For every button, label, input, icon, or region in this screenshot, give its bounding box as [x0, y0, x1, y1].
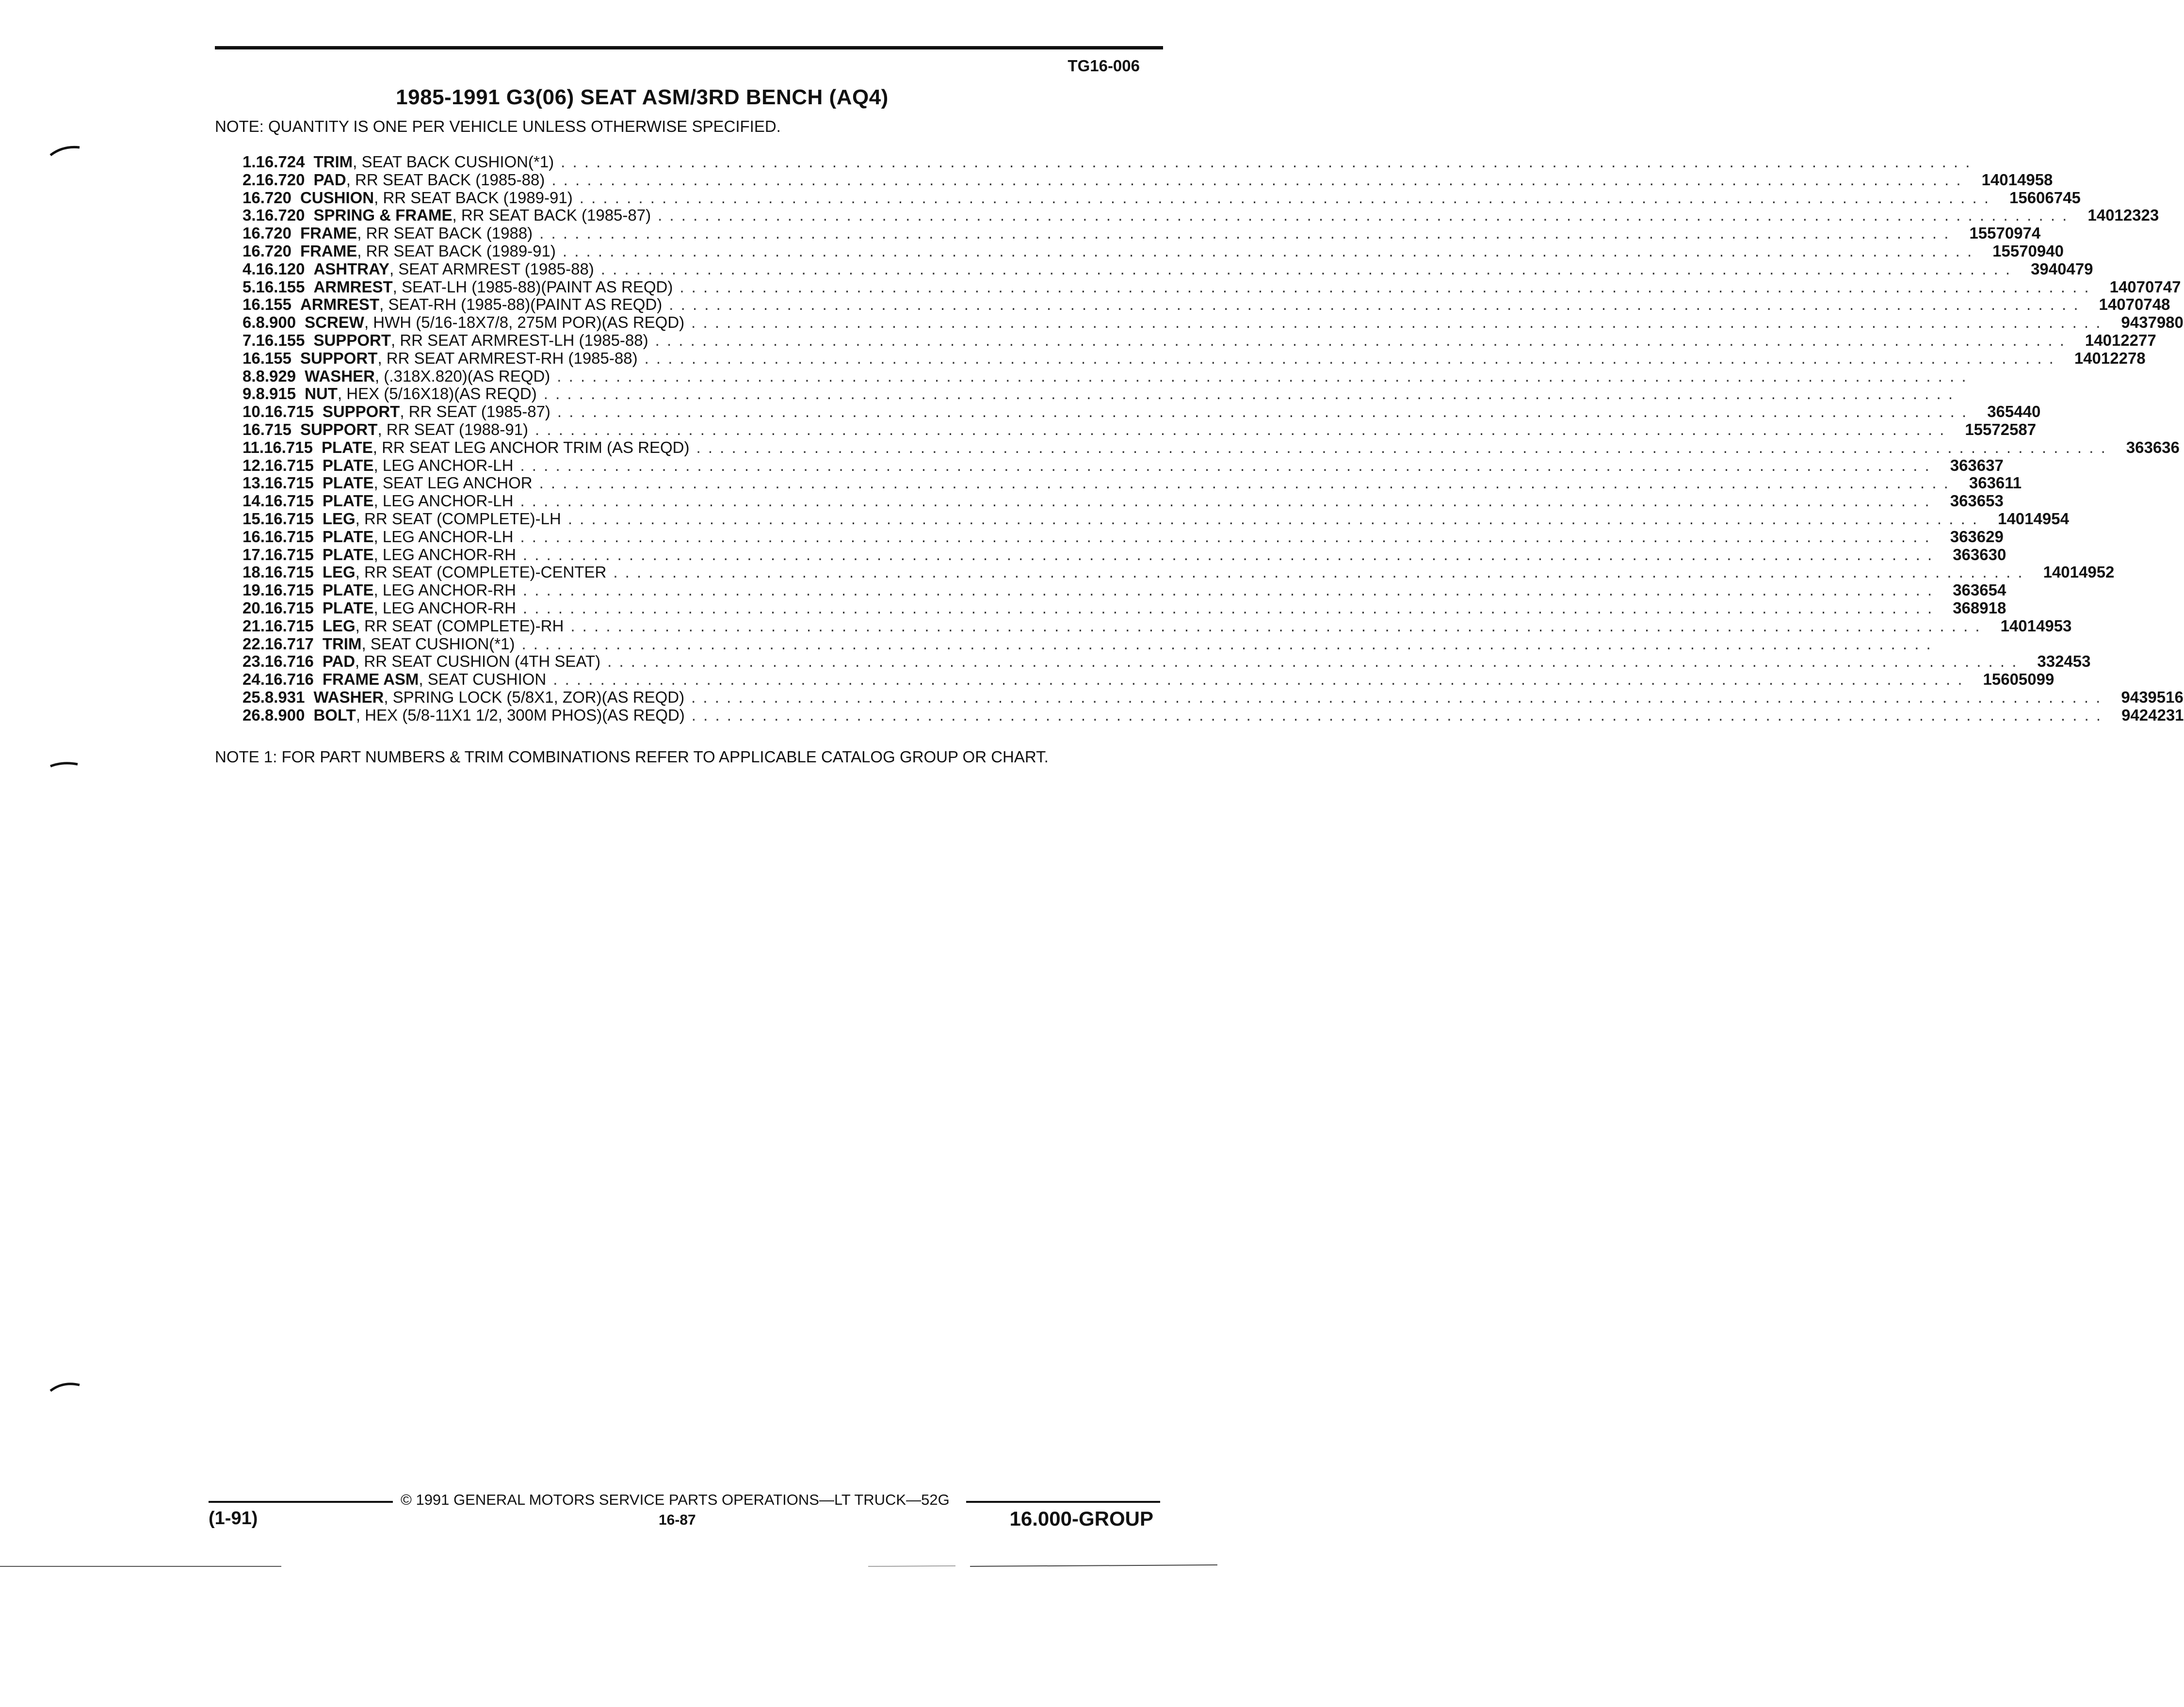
catalog-code: 16.720: [256, 206, 305, 225]
part-row: [243, 545, 2006, 564]
part-detail: , RR SEAT BACK (1985-88): [346, 170, 545, 189]
part-description: [323, 581, 1953, 599]
catalog-code: 16.724: [256, 153, 305, 171]
leader-dots: . . . . . . . . . . . . . . . . . . . . . . . . . . . . . . . . . . . . . . . . . . . . . . . . . . . . . . . . . . . . . . . . . . . . . . . . . . . . . . . . . . . . . . . . . . . . . . . . . . . . . . . . . . . . . . . . . . . . . . . .: [539, 474, 1950, 492]
part-number: 14014952: [2043, 563, 2115, 581]
item-number: 7.: [243, 331, 256, 349]
part-description: [323, 492, 1950, 510]
item-number: 12.: [243, 456, 265, 474]
catalog-code: 16.720: [256, 170, 305, 189]
part-detail: , RR SEAT BACK (1985-87): [452, 206, 651, 225]
leader-dots: . . . . . . . . . . . . . . . . . . . . . . . . . . . . . . . . . . . . . . . . . . . . . . . . . . . . . . . . . . . . . . . . . . . . . . . . . . . . . . . . . . . . . . . . . . . . . . . . . . . . . . . . . . . . . . . . . . . . . . . .: [669, 295, 2080, 314]
leader-dots: . . . . . . . . . . . . . . . . . . . . . . . . . . . . . . . . . . . . . . . . . . . . . . . . . . . . . . . . . . . . . . . . . . . . . . . . . . . . . . . . . . . . . . . . . . . . . . . . . . . . . . . . . . . . . . . . . . . . . . . .: [522, 545, 1934, 564]
part-number: 15572587: [1965, 420, 2037, 438]
catalog-code: 8.900: [264, 706, 305, 724]
part-name: PLATE: [322, 438, 373, 456]
scan-edge-line: [0, 1562, 1226, 1571]
leader-dots: . . . . . . . . . . . . . . . . . . . . . . . . . . . . . . . . . . . . . . . . . . . . . . . . . . . . . . . . . . . . . . . . . . . . . . . . . . . . . . . . . . . . . . . . . . . . . . . . . . . . . . . . . . . . . . . . . . . . . . . .: [691, 706, 2103, 724]
part-detail: , RR SEAT (1985-87): [400, 403, 550, 421]
footer-date: (1-91): [209, 1508, 258, 1529]
header-rule: [215, 46, 1163, 49]
part-number: 363653: [1950, 492, 2004, 510]
leader-dots: . . . . . . . . . . . . . . . . . . . . . . . . . . . . . . . . . . . . . . . . . . . . . . . . . . . . . . . . . . . . . . . . . . . . . . . . . . . . . . . . . . . . . . . . . . . . . . . . . . . . . . . . . . . . . . . . . . . . . . . .: [561, 153, 1972, 171]
item-number: 14.: [243, 492, 265, 510]
catalog-code: 16.715: [264, 616, 314, 635]
leader-dots: . . . . . . . . . . . . . . . . . . . . . . . . . . . . . . . . . . . . . . . . . . . . . . . . . . . . . . . . . . . . . . . . . . . . . . . . . . . . . . . . . . . . . . . . . . . . . . . . . . . . . . . . . . . . . . . . . . . . . . . .: [543, 385, 1955, 403]
part-detail: , LEG ANCHOR-LH: [373, 492, 514, 510]
part-row: [243, 385, 1955, 403]
part-description: [300, 225, 1970, 242]
item-number: 15.: [243, 509, 265, 528]
part-number: 365440: [1987, 403, 2041, 421]
part-detail: , SEAT BACK CUSHION(*1): [353, 153, 554, 171]
part-row: [243, 598, 2006, 617]
leader-dots: . . . . . . . . . . . . . . . . . . . . . . . . . . . . . . . . . . . . . . . . . . . . . . . . . . . . . . . . . . . . . . . . . . . . . . . . . . . . . . . . . . . . . . . . . . . . . . . . . . . . . . . . . . . . . . . . . . . . . . . .: [522, 598, 1934, 617]
catalog-code: 16.720: [243, 224, 291, 242]
part-description: [323, 457, 1950, 475]
leader-dots: . . . . . . . . . . . . . . . . . . . . . . . . . . . . . . . . . . . . . . . . . . . . . . . . . . . . . . . . . . . . . . . . . . . . . . . . . . . . . . . . . . . . . . . . . . . . . . . . . . . . . . . . . . . . . . . . . . . . . . . .: [567, 509, 1979, 528]
item-number: 25.: [243, 688, 265, 706]
item-number: 2.: [243, 170, 256, 189]
part-number: 14014953: [2000, 616, 2072, 635]
footnote-1: NOTE 1: FOR PART NUMBERS & TRIM COMBINATIONS REFER TO APPLICABLE CATALOG GROUP OR CHART.: [215, 748, 1049, 766]
part-description: [313, 689, 2121, 707]
part-row: [243, 188, 2081, 207]
catalog-code: 16.715: [264, 581, 314, 599]
item-number: 5.: [243, 277, 256, 296]
catalog-code: 16.715: [264, 527, 314, 546]
title-text: 1985-1991 G3(06) SEAT ASM/3RD BENCH (AQ4): [396, 85, 889, 109]
part-row: [243, 331, 2156, 350]
part-detail: , RR SEAT BACK (1989-91): [357, 242, 556, 260]
part-number: 3940479: [2031, 259, 2093, 278]
part-name: FRAME: [300, 224, 357, 242]
part-number: 15570974: [1969, 224, 2041, 242]
footer-rule-left: [209, 1501, 393, 1503]
leader-dots: . . . . . . . . . . . . . . . . . . . . . . . . . . . . . . . . . . . . . . . . . . . . . . . . . . . . . . . . . . . . . . . . . . . . . . . . . . . . . . . . . . . . . . . . . . . . . . . . . . . . . . . . . . . . . . . . . . . . . . . .: [521, 634, 1932, 653]
part-name: TRIM: [313, 153, 353, 171]
item-number: 19.: [243, 581, 265, 599]
page-title: [0, 85, 1226, 110]
catalog-code: 8.929: [256, 367, 296, 385]
part-row: [243, 224, 2041, 242]
leader-dots: . . . . . . . . . . . . . . . . . . . . . . . . . . . . . . . . . . . . . . . . . . . . . . . . . . . . . . . . . . . . . . . . . . . . . . . . . . . . . . . . . . . . . . . . . . . . . . . . . . . . . . . . . . . . . . . . . . . . . . . .: [522, 581, 1934, 599]
part-row: [243, 527, 2004, 546]
part-name: LEG: [322, 563, 356, 581]
item-number: 17.: [243, 545, 265, 564]
part-name: TRIM: [322, 634, 362, 653]
part-description: [300, 242, 1992, 260]
part-detail: , LEG ANCHOR-RH: [373, 598, 516, 617]
part-detail: , RR SEAT LEG ANCHOR TRIM (AS REQD): [372, 438, 690, 456]
item-number: 13.: [243, 474, 265, 492]
part-row: [243, 259, 2093, 278]
part-row: [243, 581, 2006, 599]
catalog-code: 16.715: [264, 403, 314, 421]
part-row: [243, 403, 2041, 421]
leader-dots: . . . . . . . . . . . . . . . . . . . . . . . . . . . . . . . . . . . . . . . . . . . . . . . . . . . . . . . . . . . . . . . . . . . . . . . . . . . . . . . . . . . . . . . . . . . . . . . . . . . . . . . . . . . . . . . . . . . . . . . .: [557, 403, 1968, 421]
part-number: 14012278: [2074, 349, 2146, 367]
part-detail: , RR SEAT (1988-91): [377, 420, 529, 438]
leader-dots: . . . . . . . . . . . . . . . . . . . . . . . . . . . . . . . . . . . . . . . . . . . . . . . . . . . . . . . . . . . . . . . . . . . . . . . . . . . . . . . . . . . . . . . . . . . . . . . . . . . . . . . . . . . . . . . . . . . . . . . .: [553, 670, 1964, 689]
part-number: 14014954: [1998, 509, 2069, 528]
part-description: [300, 189, 2009, 207]
part-description: [300, 296, 2099, 314]
part-name: SPRING & FRAME: [313, 206, 453, 225]
catalog-code: 16.715: [264, 438, 313, 456]
part-name: PLATE: [322, 581, 374, 599]
part-detail: , HWH (5/16-18X7/8, 275M POR)(AS REQD): [364, 313, 685, 332]
part-detail: , SEAT CUSHION: [419, 670, 547, 689]
part-detail: , HEX (5/16X18)(AS REQD): [337, 385, 537, 403]
punch-mark-middle: [49, 757, 82, 771]
catalog-code: 16.155: [256, 277, 305, 296]
part-number: 15570940: [1992, 242, 2064, 260]
leader-dots: . . . . . . . . . . . . . . . . . . . . . . . . . . . . . . . . . . . . . . . . . . . . . . . . . . . . . . . . . . . . . . . . . . . . . . . . . . . . . . . . . . . . . . . . . . . . . . . . . . . . . . . . . . . . . . . . . . . . . . . .: [570, 616, 1981, 635]
part-detail: , RR SEAT (COMPLETE)-LH: [355, 509, 561, 528]
part-detail: , SPRING LOCK (5/8X1, ZOR)(AS REQD): [384, 688, 685, 706]
part-name: LEG: [322, 616, 356, 635]
leader-dots: . . . . . . . . . . . . . . . . . . . . . . . . . . . . . . . . . . . . . . . . . . . . . . . . . . . . . . . . . . . . . . . . . . . . . . . . . . . . . . . . . . . . . . . . . . . . . . . . . . . . . . . . . . . . . . . . . . . . . . . .: [655, 331, 2066, 349]
part-name: ARMREST: [300, 295, 380, 314]
footer-copyright: © 1991 GENERAL MOTORS SERVICE PARTS OPERATIONS—LT TRUCK—52G: [401, 1491, 950, 1508]
part-name: SUPPORT: [300, 420, 378, 438]
part-description: [323, 403, 1987, 421]
part-number: 14070748: [2099, 295, 2170, 314]
catalog-code: 16.120: [256, 259, 305, 278]
catalog-code: 16.717: [264, 634, 314, 653]
part-number: 363636: [2126, 438, 2180, 456]
part-detail: , HEX (5/8-11X1 1/2, 300M PHOS)(AS REQD): [356, 706, 685, 724]
part-number: 15605099: [1983, 670, 2055, 689]
part-description: [313, 171, 1981, 189]
part-name: PLATE: [322, 527, 374, 546]
part-row: [243, 706, 2184, 725]
part-name: SUPPORT: [300, 349, 378, 367]
part-row: [243, 456, 2004, 475]
part-row: [243, 277, 2181, 296]
catalog-code: 8.915: [256, 385, 296, 403]
leader-dots: . . . . . . . . . . . . . . . . . . . . . . . . . . . . . . . . . . . . . . . . . . . . . . . . . . . . . . . . . . . . . . . . . . . . . . . . . . . . . . . . . . . . . . . . . . . . . . . . . . . . . . . . . . . . . . . . . . . . . . . .: [600, 259, 2012, 278]
part-description: [323, 474, 1969, 492]
part-row: [243, 420, 2037, 439]
leader-dots: . . . . . . . . . . . . . . . . . . . . . . . . . . . . . . . . . . . . . . . . . . . . . . . . . . . . . . . . . . . . . . . . . . . . . . . . . . . . . . . . . . . . . . . . . . . . . . . . . . . . . . . . . . . . . . . . . . . . . . . .: [691, 313, 2102, 332]
part-detail: , LEG ANCHOR-LH: [373, 527, 514, 546]
part-name: NUT: [305, 385, 338, 403]
part-description: [323, 671, 1983, 689]
footer-rule-right: [966, 1501, 1160, 1503]
catalog-code: 16.155: [243, 295, 291, 314]
catalog-code: 16.715: [264, 456, 314, 474]
catalog-code: 16.720: [243, 242, 291, 260]
item-number: 9.: [243, 385, 256, 403]
part-name: PLATE: [322, 474, 374, 492]
punch-mark-bottom: [49, 1377, 82, 1397]
item-number: 8.: [243, 367, 256, 385]
part-row: [243, 652, 2091, 671]
part-name: PLATE: [322, 598, 374, 617]
part-name: PLATE: [322, 492, 374, 510]
part-description: [323, 599, 1953, 617]
part-description: [323, 653, 2038, 671]
catalog-code: 16.716: [264, 652, 314, 671]
leader-dots: . . . . . . . . . . . . . . . . . . . . . . . . . . . . . . . . . . . . . . . . . . . . . . . . . . . . . . . . . . . . . . . . . . . . . . . . . . . . . . . . . . . . . . . . . . . . . . . . . . . . . . . . . . . . . . . . . . . . . . . .: [520, 492, 1931, 510]
item-number: 10.: [243, 403, 265, 421]
part-row: [243, 170, 2053, 189]
part-number: 9439516: [2121, 688, 2184, 706]
part-detail: , RR SEAT BACK (1988): [357, 224, 533, 242]
parts-list: [243, 153, 2184, 725]
item-number: 24.: [243, 670, 265, 689]
part-row: [243, 492, 2004, 510]
part-name: PLATE: [322, 456, 374, 474]
leader-dots: . . . . . . . . . . . . . . . . . . . . . . . . . . . . . . . . . . . . . . . . . . . . . . . . . . . . . . . . . . . . . . . . . . . . . . . . . . . . . . . . . . . . . . . . . . . . . . . . . . . . . . . . . . . . . . . . . . . . . . . .: [551, 170, 1962, 189]
item-number: 4.: [243, 259, 256, 278]
part-row: [243, 153, 1972, 171]
part-row: [243, 206, 2159, 225]
part-detail: , RR SEAT (COMPLETE)-RH: [355, 616, 564, 635]
part-number: 332453: [2037, 652, 2091, 671]
leader-dots: . . . . . . . . . . . . . . . . . . . . . . . . . . . . . . . . . . . . . . . . . . . . . . . . . . . . . . . . . . . . . . . . . . . . . . . . . . . . . . . . . . . . . . . . . . . . . . . . . . . . . . . . . . . . . . . . . . . . . . . .: [562, 242, 1974, 260]
part-name: WASHER: [313, 688, 384, 706]
item-number: 1.: [243, 153, 256, 171]
part-detail: , (.318X.820)(AS REQD): [374, 367, 550, 385]
quantity-note: NOTE: QUANTITY IS ONE PER VEHICLE UNLESS OTHERWISE SPECIFIED.: [215, 117, 781, 135]
part-detail: , LEG ANCHOR-LH: [373, 456, 514, 474]
part-description: [313, 332, 2085, 350]
part-name: SUPPORT: [322, 403, 400, 421]
catalog-code: 16.715: [243, 420, 291, 438]
part-description: [300, 421, 1965, 439]
part-row: [243, 509, 2069, 528]
item-number: 6.: [243, 313, 256, 332]
leader-dots: . . . . . . . . . . . . . . . . . . . . . . . . . . . . . . . . . . . . . . . . . . . . . . . . . . . . . . . . . . . . . . . . . . . . . . . . . . . . . . . . . . . . . . . . . . . . . . . . . . . . . . . . . . . . . . . . . . . . . . . .: [520, 456, 1931, 474]
part-name: SCREW: [305, 313, 364, 332]
part-number: 368918: [1953, 598, 2006, 617]
part-row: [243, 474, 2022, 492]
part-detail: , LEG ANCHOR-RH: [373, 545, 516, 564]
part-number: 9437980: [2121, 313, 2184, 332]
part-row: [243, 563, 2115, 581]
part-description: [323, 546, 1953, 564]
footer-page-number: 16-87: [659, 1512, 696, 1528]
item-number: 18.: [243, 563, 265, 581]
part-description: [323, 617, 2001, 635]
part-row: [243, 616, 2072, 635]
leader-dots: . . . . . . . . . . . . . . . . . . . . . . . . . . . . . . . . . . . . . . . . . . . . . . . . . . . . . . . . . . . . . . . . . . . . . . . . . . . . . . . . . . . . . . . . . . . . . . . . . . . . . . . . . . . . . . . . . . . . . . . .: [539, 224, 1950, 242]
part-detail: , SEAT-LH (1985-88)(PAINT AS REQD): [392, 277, 673, 296]
part-detail: , RR SEAT (COMPLETE)-CENTER: [355, 563, 607, 581]
part-description: [313, 260, 2031, 278]
part-description: [323, 528, 1950, 546]
catalog-code: 8.900: [256, 313, 296, 332]
leader-dots: . . . . . . . . . . . . . . . . . . . . . . . . . . . . . . . . . . . . . . . . . . . . . . . . . . . . . . . . . . . . . . . . . . . . . . . . . . . . . . . . . . . . . . . . . . . . . . . . . . . . . . . . . . . . . . . . . . . . . . . .: [520, 527, 1931, 546]
leader-dots: . . . . . . . . . . . . . . . . . . . . . . . . . . . . . . . . . . . . . . . . . . . . . . . . . . . . . . . . . . . . . . . . . . . . . . . . . . . . . . . . . . . . . . . . . . . . . . . . . . . . . . . . . . . . . . . . . . . . . . . .: [535, 420, 1946, 438]
leader-dots: . . . . . . . . . . . . . . . . . . . . . . . . . . . . . . . . . . . . . . . . . . . . . . . . . . . . . . . . . . . . . . . . . . . . . . . . . . . . . . . . . . . . . . . . . . . . . . . . . . . . . . . . . . . . . . . . . . . . . . . .: [658, 206, 2069, 225]
part-name: CUSHION: [300, 188, 374, 207]
part-name: BOLT: [313, 706, 356, 724]
catalog-code: 16.715: [264, 509, 314, 528]
part-detail: , RR SEAT ARMREST-RH (1985-88): [377, 349, 638, 367]
footer-group: 16.000-GROUP: [1009, 1507, 1153, 1530]
item-number: 21.: [243, 616, 265, 635]
leader-dots: . . . . . . . . . . . . . . . . . . . . . . . . . . . . . . . . . . . . . . . . . . . . . . . . . . . . . . . . . . . . . . . . . . . . . . . . . . . . . . . . . . . . . . . . . . . . . . . . . . . . . . . . . . . . . . . . . . . . . . . .: [579, 188, 1990, 207]
catalog-code: 16.155: [256, 331, 305, 349]
part-detail: , SEAT-RH (1985-88)(PAINT AS REQD): [379, 295, 663, 314]
leader-dots: . . . . . . . . . . . . . . . . . . . . . . . . . . . . . . . . . . . . . . . . . . . . . . . . . . . . . . . . . . . . . . . . . . . . . . . . . . . . . . . . . . . . . . . . . . . . . . . . . . . . . . . . . . . . . . . . . . . . . . . .: [607, 652, 2018, 671]
part-description: [323, 510, 1998, 528]
part-name: PAD: [322, 652, 356, 671]
part-detail: , RR SEAT CUSHION (4TH SEAT): [355, 652, 601, 671]
part-name: LEG: [322, 509, 356, 528]
part-description: [313, 278, 2109, 296]
page-code: TG16-006: [1068, 57, 1140, 75]
item-number: 16.: [243, 527, 265, 546]
part-description: [300, 350, 2074, 368]
leader-dots: . . . . . . . . . . . . . . . . . . . . . . . . . . . . . . . . . . . . . . . . . . . . . . . . . . . . . . . . . . . . . . . . . . . . . . . . . . . . . . . . . . . . . . . . . . . . . . . . . . . . . . . . . . . . . . . . . . . . . . . .: [644, 349, 2055, 367]
part-row: [243, 634, 1932, 653]
part-name: PAD: [313, 170, 346, 189]
leader-dots: . . . . . . . . . . . . . . . . . . . . . . . . . . . . . . . . . . . . . . . . . . . . . . . . . . . . . . . . . . . . . . . . . . . . . . . . . . . . . . . . . . . . . . . . . . . . . . . . . . . . . . . . . . . . . . . . . . . . . . . .: [613, 563, 2024, 581]
part-description: [323, 564, 2043, 581]
item-number: 11.: [243, 438, 264, 456]
part-name: SUPPORT: [313, 331, 391, 349]
part-row: [243, 688, 2184, 707]
catalog-code: 8.931: [264, 688, 305, 706]
part-number: 363611: [1969, 474, 2022, 492]
part-number: 15606745: [2009, 188, 2081, 207]
catalog-code: 16.715: [264, 563, 314, 581]
part-number: 14012323: [2087, 206, 2159, 225]
part-description: [323, 635, 1952, 653]
part-name: FRAME ASM: [322, 670, 419, 689]
part-name: ARMREST: [313, 277, 393, 296]
part-row: [243, 349, 2146, 368]
part-row: [243, 670, 2055, 689]
catalog-code: 16.715: [264, 598, 314, 617]
part-row: [243, 367, 1968, 386]
part-number: 14070747: [2109, 277, 2181, 296]
part-description: [305, 385, 1974, 403]
punch-mark-top: [49, 141, 82, 160]
catalog-code: 16.715: [264, 474, 314, 492]
part-detail: , SEAT CUSHION(*1): [361, 634, 515, 653]
item-number: 3.: [243, 206, 256, 225]
leader-dots: . . . . . . . . . . . . . . . . . . . . . . . . . . . . . . . . . . . . . . . . . . . . . . . . . . . . . . . . . . . . . . . . . . . . . . . . . . . . . . . . . . . . . . . . . . . . . . . . . . . . . . . . . . . . . . . . . . . . . . . .: [679, 277, 2090, 296]
item-number: 22.: [243, 634, 265, 653]
part-name: WASHER: [305, 367, 375, 385]
part-detail: , SEAT LEG ANCHOR: [373, 474, 533, 492]
part-row: [243, 313, 2184, 332]
part-number: 363630: [1953, 545, 2006, 564]
part-number: 14012277: [2085, 331, 2156, 349]
item-number: 26.: [243, 706, 265, 724]
catalog-code: 16.155: [243, 349, 291, 367]
item-number: 23.: [243, 652, 265, 671]
part-description: [313, 707, 2121, 725]
item-number: 20.: [243, 598, 265, 617]
part-detail: , SEAT ARMREST (1985-88): [389, 259, 594, 278]
catalog-code: 16.716: [264, 670, 314, 689]
leader-dots: . . . . . . . . . . . . . . . . . . . . . . . . . . . . . . . . . . . . . . . . . . . . . . . . . . . . . . . . . . . . . . . . . . . . . . . . . . . . . . . . . . . . . . . . . . . . . . . . . . . . . . . . . . . . . . . . . . . . . . . .: [557, 367, 1968, 385]
catalog-code: 16.715: [264, 545, 314, 564]
part-detail: , RR SEAT BACK (1989-91): [374, 188, 573, 207]
part-description: [322, 439, 2126, 457]
part-number: 14014958: [1981, 170, 2053, 189]
part-description: [305, 314, 2121, 332]
part-name: PLATE: [322, 545, 374, 564]
catalog-code: 16.715: [264, 492, 314, 510]
part-number: 363637: [1950, 456, 2004, 474]
part-number: 363629: [1950, 527, 2004, 546]
part-row: [243, 438, 2180, 457]
part-number: 9424231: [2121, 706, 2184, 724]
part-description: [313, 207, 2087, 225]
part-description: [305, 368, 1987, 386]
part-row: [243, 295, 2170, 314]
part-name: FRAME: [300, 242, 357, 260]
part-detail: , LEG ANCHOR-RH: [373, 581, 516, 599]
part-number: 363654: [1953, 581, 2006, 599]
catalog-code: 16.720: [243, 188, 291, 207]
part-name: ASHTRAY: [313, 259, 389, 278]
part-description: [313, 153, 1990, 171]
part-row: [243, 242, 2064, 260]
leader-dots: . . . . . . . . . . . . . . . . . . . . . . . . . . . . . . . . . . . . . . . . . . . . . . . . . . . . . . . . . . . . . . . . . . . . . . . . . . . . . . . . . . . . . . . . . . . . . . . . . . . . . . . . . . . . . . . . . . . . . . . .: [696, 438, 2107, 456]
part-detail: , RR SEAT ARMREST-LH (1985-88): [391, 331, 648, 349]
leader-dots: . . . . . . . . . . . . . . . . . . . . . . . . . . . . . . . . . . . . . . . . . . . . . . . . . . . . . . . . . . . . . . . . . . . . . . . . . . . . . . . . . . . . . . . . . . . . . . . . . . . . . . . . . . . . . . . . . . . . . . . .: [691, 688, 2102, 706]
